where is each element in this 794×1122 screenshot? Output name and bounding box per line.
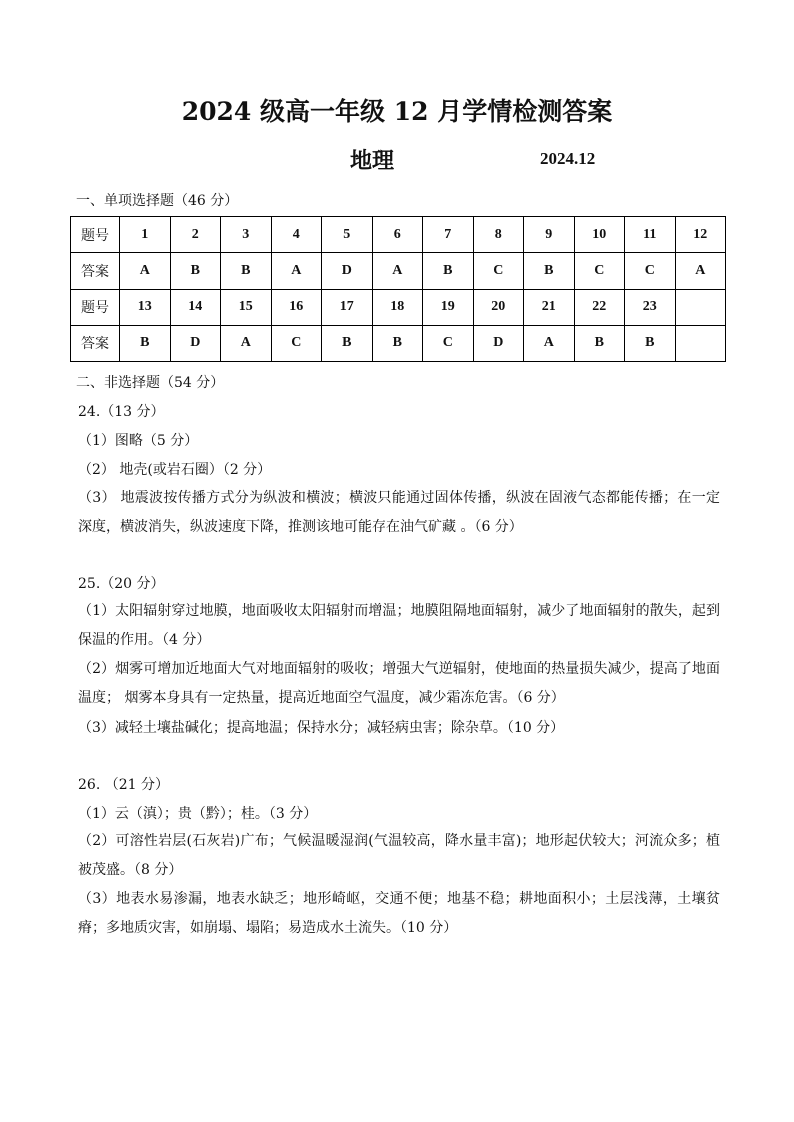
q25-answer-1: （1）太阳辐射穿过地膜，地面吸收太阳辐射而增温；地膜阻隔地面辐射，减少了地面辐射的散失，起到保温的作用。（4 分） — [78, 603, 720, 648]
table-row — [71, 253, 726, 289]
table-cell: D — [473, 325, 524, 361]
table-cell: C — [574, 253, 625, 289]
q26-answer-3: （3）地表水易渗漏，地表水缺乏；地形崎岖，交通不便；地基不稳；耕地面积小；土层浅薄，土壤贫瘠；多地质灾害，如崩塌、塌陷；易造成水土流失。（10 分） — [78, 891, 720, 936]
q26-answer-1: （1）云（滇）；贵（黔）；桂。（3 分） — [78, 806, 318, 822]
subject-label: 地理 — [350, 148, 395, 174]
table-cell: B — [170, 253, 221, 289]
section1-heading: 一、单项选择题（46 分） — [76, 193, 239, 209]
table-cell: 5 — [322, 217, 373, 253]
table-cell: A — [271, 253, 322, 289]
table-cell: 1 — [120, 217, 171, 253]
table-cell: 17 — [322, 289, 373, 325]
q24-answer-1: （1）图略（5 分） — [78, 433, 199, 449]
table-cell: A — [221, 325, 272, 361]
row-label: 题号 — [71, 217, 120, 253]
table-cell: 7 — [423, 217, 474, 253]
table-cell: B — [322, 325, 373, 361]
table-cell: A — [372, 253, 423, 289]
table-cell: 14 — [170, 289, 221, 325]
table-cell: D — [170, 325, 221, 361]
table-row — [71, 325, 726, 361]
table-cell: B — [423, 253, 474, 289]
answer-table — [70, 216, 726, 362]
table-cell: A — [675, 253, 726, 289]
table-cell: 9 — [524, 217, 575, 253]
table-cell: C — [473, 253, 524, 289]
q24-answer-2: （2） 地壳(或岩石圈）（2 分） — [78, 462, 272, 478]
table-cell: B — [524, 253, 575, 289]
row-label: 答案 — [71, 325, 120, 361]
exam-date: 2024.12 — [540, 149, 596, 168]
row-label: 答案 — [71, 253, 120, 289]
table-cell: 20 — [473, 289, 524, 325]
table-cell: 12 — [675, 217, 726, 253]
table-cell: A — [120, 253, 171, 289]
table-row — [71, 289, 726, 325]
table-cell: 4 — [271, 217, 322, 253]
table-cell: 2 — [170, 217, 221, 253]
q26-answer-2: （2）可溶性岩层(石灰岩)广布；气候温暖湿润(气温较高，降水量丰富)；地形起伏较大；河流众多；植被茂盛。（8 分） — [78, 833, 720, 878]
table-cell: 18 — [372, 289, 423, 325]
table-cell: B — [221, 253, 272, 289]
table-cell — [675, 289, 726, 325]
table-cell: B — [574, 325, 625, 361]
table-cell: C — [625, 253, 676, 289]
table-cell — [675, 325, 726, 361]
table-cell: B — [625, 325, 676, 361]
page-title: 2024 级高一年级 12 月学情检测答案 — [181, 97, 613, 126]
table-cell: 19 — [423, 289, 474, 325]
table-cell: 23 — [625, 289, 676, 325]
table-cell: B — [120, 325, 171, 361]
q26-heading: 26. （21 分） — [78, 777, 169, 793]
q25-answer-3: （3）减轻土壤盐碱化；提高地温；保持水分；减轻病虫害；除杂草。（10 分） — [78, 720, 565, 736]
table-cell: 13 — [120, 289, 171, 325]
q24-heading: 24.（13 分） — [78, 404, 165, 420]
table-cell: 10 — [574, 217, 625, 253]
table-cell: C — [423, 325, 474, 361]
q24-answer-3: （3） 地震波按传播方式分为纵波和横波；横波只能通过固体传播，纵波在固液气态都能传播；在一定深度，横波消失，纵波速度下降，推测该地可能存在油气矿藏 。（6 分） — [78, 490, 720, 535]
table-cell: 3 — [221, 217, 272, 253]
q25-answer-2: （2）烟雾可增加近地面大气对地面辐射的吸收；增强大气逆辐射，使地面的热量损失减少，提高了地面温度； 烟雾本身具有一定热量，提高近地面空气温度，减少霜冻危害。（6 分） — [78, 661, 720, 706]
table-cell: 15 — [221, 289, 272, 325]
table-cell: 21 — [524, 289, 575, 325]
table-cell: C — [271, 325, 322, 361]
table-cell: 11 — [625, 217, 676, 253]
table-cell: 22 — [574, 289, 625, 325]
table-cell: 6 — [372, 217, 423, 253]
q25-heading: 25.（20 分） — [78, 576, 165, 592]
table-row — [71, 217, 726, 253]
table-cell: B — [372, 325, 423, 361]
table-cell: D — [322, 253, 373, 289]
section2-heading: 二、非选择题（54 分） — [76, 375, 225, 391]
table-cell: A — [524, 325, 575, 361]
row-label: 题号 — [71, 289, 120, 325]
table-cell: 16 — [271, 289, 322, 325]
table-cell: 8 — [473, 217, 524, 253]
